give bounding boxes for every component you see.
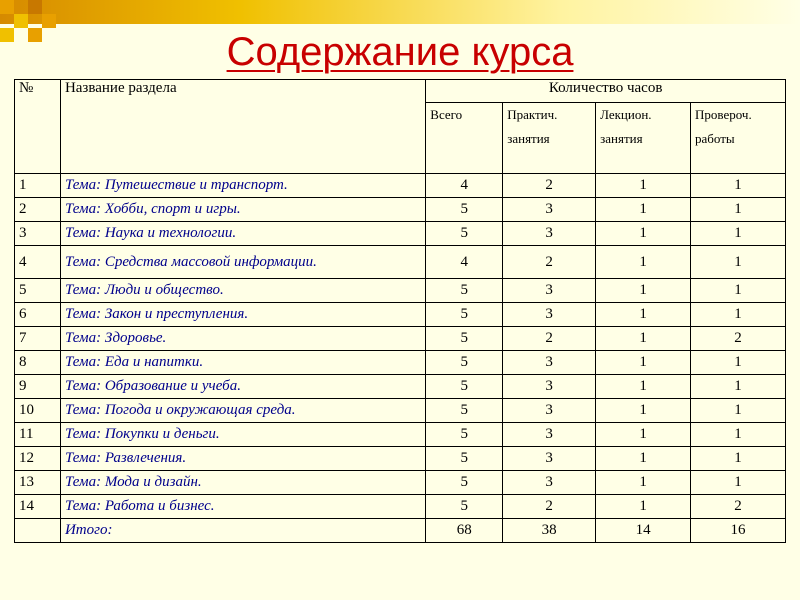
decor-square (42, 14, 56, 28)
row-lecture: 1 (596, 327, 691, 351)
table-row (15, 399, 786, 423)
summary-num (15, 519, 61, 543)
row-num: 12 (15, 447, 61, 471)
row-topic: Тема: Погода и окружающая среда. (60, 399, 425, 423)
header-num: № (15, 80, 61, 174)
row-topic: Тема: Закон и преступления. (60, 303, 425, 327)
row-practical: 2 (503, 495, 596, 519)
top-gradient-bar (0, 0, 800, 24)
row-lecture: 1 (596, 174, 691, 198)
row-topic: Тема: Покупки и деньги. (60, 423, 425, 447)
row-test: 2 (691, 327, 786, 351)
row-num: 7 (15, 327, 61, 351)
row-num: 2 (15, 198, 61, 222)
table-row (15, 246, 786, 279)
table-row (15, 423, 786, 447)
row-test: 1 (691, 198, 786, 222)
row-num: 5 (15, 279, 61, 303)
row-lecture: 1 (596, 495, 691, 519)
table-row (15, 198, 786, 222)
table-row (15, 495, 786, 519)
table-row (15, 327, 786, 351)
row-total: 4 (426, 174, 503, 198)
row-practical: 3 (503, 447, 596, 471)
row-test: 1 (691, 222, 786, 246)
row-total: 5 (426, 222, 503, 246)
summary-test: 16 (691, 519, 786, 543)
row-test: 2 (691, 495, 786, 519)
table-row (15, 222, 786, 246)
row-total: 5 (426, 399, 503, 423)
row-lecture: 1 (596, 471, 691, 495)
row-total: 5 (426, 351, 503, 375)
page-title: Содержание курса (226, 30, 574, 74)
header-practical: Практич. занятия (503, 103, 596, 174)
summary-total: 68 (426, 519, 503, 543)
row-practical: 3 (503, 423, 596, 447)
row-lecture: 1 (596, 447, 691, 471)
row-num: 8 (15, 351, 61, 375)
row-test: 1 (691, 279, 786, 303)
table-row (15, 279, 786, 303)
row-practical: 3 (503, 222, 596, 246)
row-practical: 3 (503, 399, 596, 423)
header-lecture: Лекцион. занятия (596, 103, 691, 174)
summary-practical: 38 (503, 519, 596, 543)
table-row (15, 375, 786, 399)
row-test: 1 (691, 471, 786, 495)
row-total: 5 (426, 375, 503, 399)
row-lecture: 1 (596, 246, 691, 279)
row-practical: 3 (503, 198, 596, 222)
table-row (15, 303, 786, 327)
row-total: 5 (426, 471, 503, 495)
row-topic: Тема: Мода и дизайн. (60, 471, 425, 495)
summary-label: Итого: (60, 519, 425, 543)
row-num: 1 (15, 174, 61, 198)
decor-square (14, 14, 28, 28)
header-section: Название раздела (60, 80, 425, 174)
row-num: 14 (15, 495, 61, 519)
header-test: Провероч. работы (691, 103, 786, 174)
row-topic: Тема: Еда и напитки. (60, 351, 425, 375)
row-total: 5 (426, 447, 503, 471)
row-test: 1 (691, 246, 786, 279)
row-total: 4 (426, 246, 503, 279)
row-topic: Тема: Путешествие и транспорт. (60, 174, 425, 198)
decor-square (28, 0, 42, 14)
table-row (15, 351, 786, 375)
row-topic: Тема: Работа и бизнес. (60, 495, 425, 519)
header-hours: Количество часов (426, 80, 786, 103)
summary-lecture: 14 (596, 519, 691, 543)
row-test: 1 (691, 399, 786, 423)
course-table (14, 79, 786, 543)
row-lecture: 1 (596, 351, 691, 375)
row-lecture: 1 (596, 375, 691, 399)
row-test: 1 (691, 447, 786, 471)
row-topic: Тема: Здоровье. (60, 327, 425, 351)
row-practical: 3 (503, 279, 596, 303)
row-lecture: 1 (596, 303, 691, 327)
decor-square (0, 0, 14, 14)
row-topic: Тема: Хобби, спорт и игры. (60, 198, 425, 222)
row-lecture: 1 (596, 198, 691, 222)
row-topic: Тема: Средства массовой информации. (60, 246, 425, 279)
row-num: 13 (15, 471, 61, 495)
row-practical: 3 (503, 351, 596, 375)
row-practical: 2 (503, 246, 596, 279)
row-test: 1 (691, 351, 786, 375)
row-topic: Тема: Образование и учеба. (60, 375, 425, 399)
row-total: 5 (426, 423, 503, 447)
row-total: 5 (426, 198, 503, 222)
row-test: 1 (691, 303, 786, 327)
row-topic: Тема: Развлечения. (60, 447, 425, 471)
row-total: 5 (426, 495, 503, 519)
row-num: 11 (15, 423, 61, 447)
row-num: 6 (15, 303, 61, 327)
row-num: 4 (15, 246, 61, 279)
table-row (15, 447, 786, 471)
row-num: 10 (15, 399, 61, 423)
row-test: 1 (691, 174, 786, 198)
table-row (15, 471, 786, 495)
row-total: 5 (426, 279, 503, 303)
row-topic: Тема: Наука и технологии. (60, 222, 425, 246)
row-topic: Тема: Люди и общество. (60, 279, 425, 303)
row-practical: 2 (503, 174, 596, 198)
row-lecture: 1 (596, 423, 691, 447)
row-lecture: 1 (596, 279, 691, 303)
table-row (15, 174, 786, 198)
row-total: 5 (426, 327, 503, 351)
row-lecture: 1 (596, 399, 691, 423)
row-num: 3 (15, 222, 61, 246)
row-practical: 3 (503, 471, 596, 495)
header-total: Всего (426, 103, 503, 174)
row-practical: 3 (503, 375, 596, 399)
row-practical: 2 (503, 327, 596, 351)
row-test: 1 (691, 423, 786, 447)
row-practical: 3 (503, 303, 596, 327)
row-test: 1 (691, 375, 786, 399)
row-total: 5 (426, 303, 503, 327)
row-num: 9 (15, 375, 61, 399)
row-lecture: 1 (596, 222, 691, 246)
summary-row (15, 519, 786, 543)
